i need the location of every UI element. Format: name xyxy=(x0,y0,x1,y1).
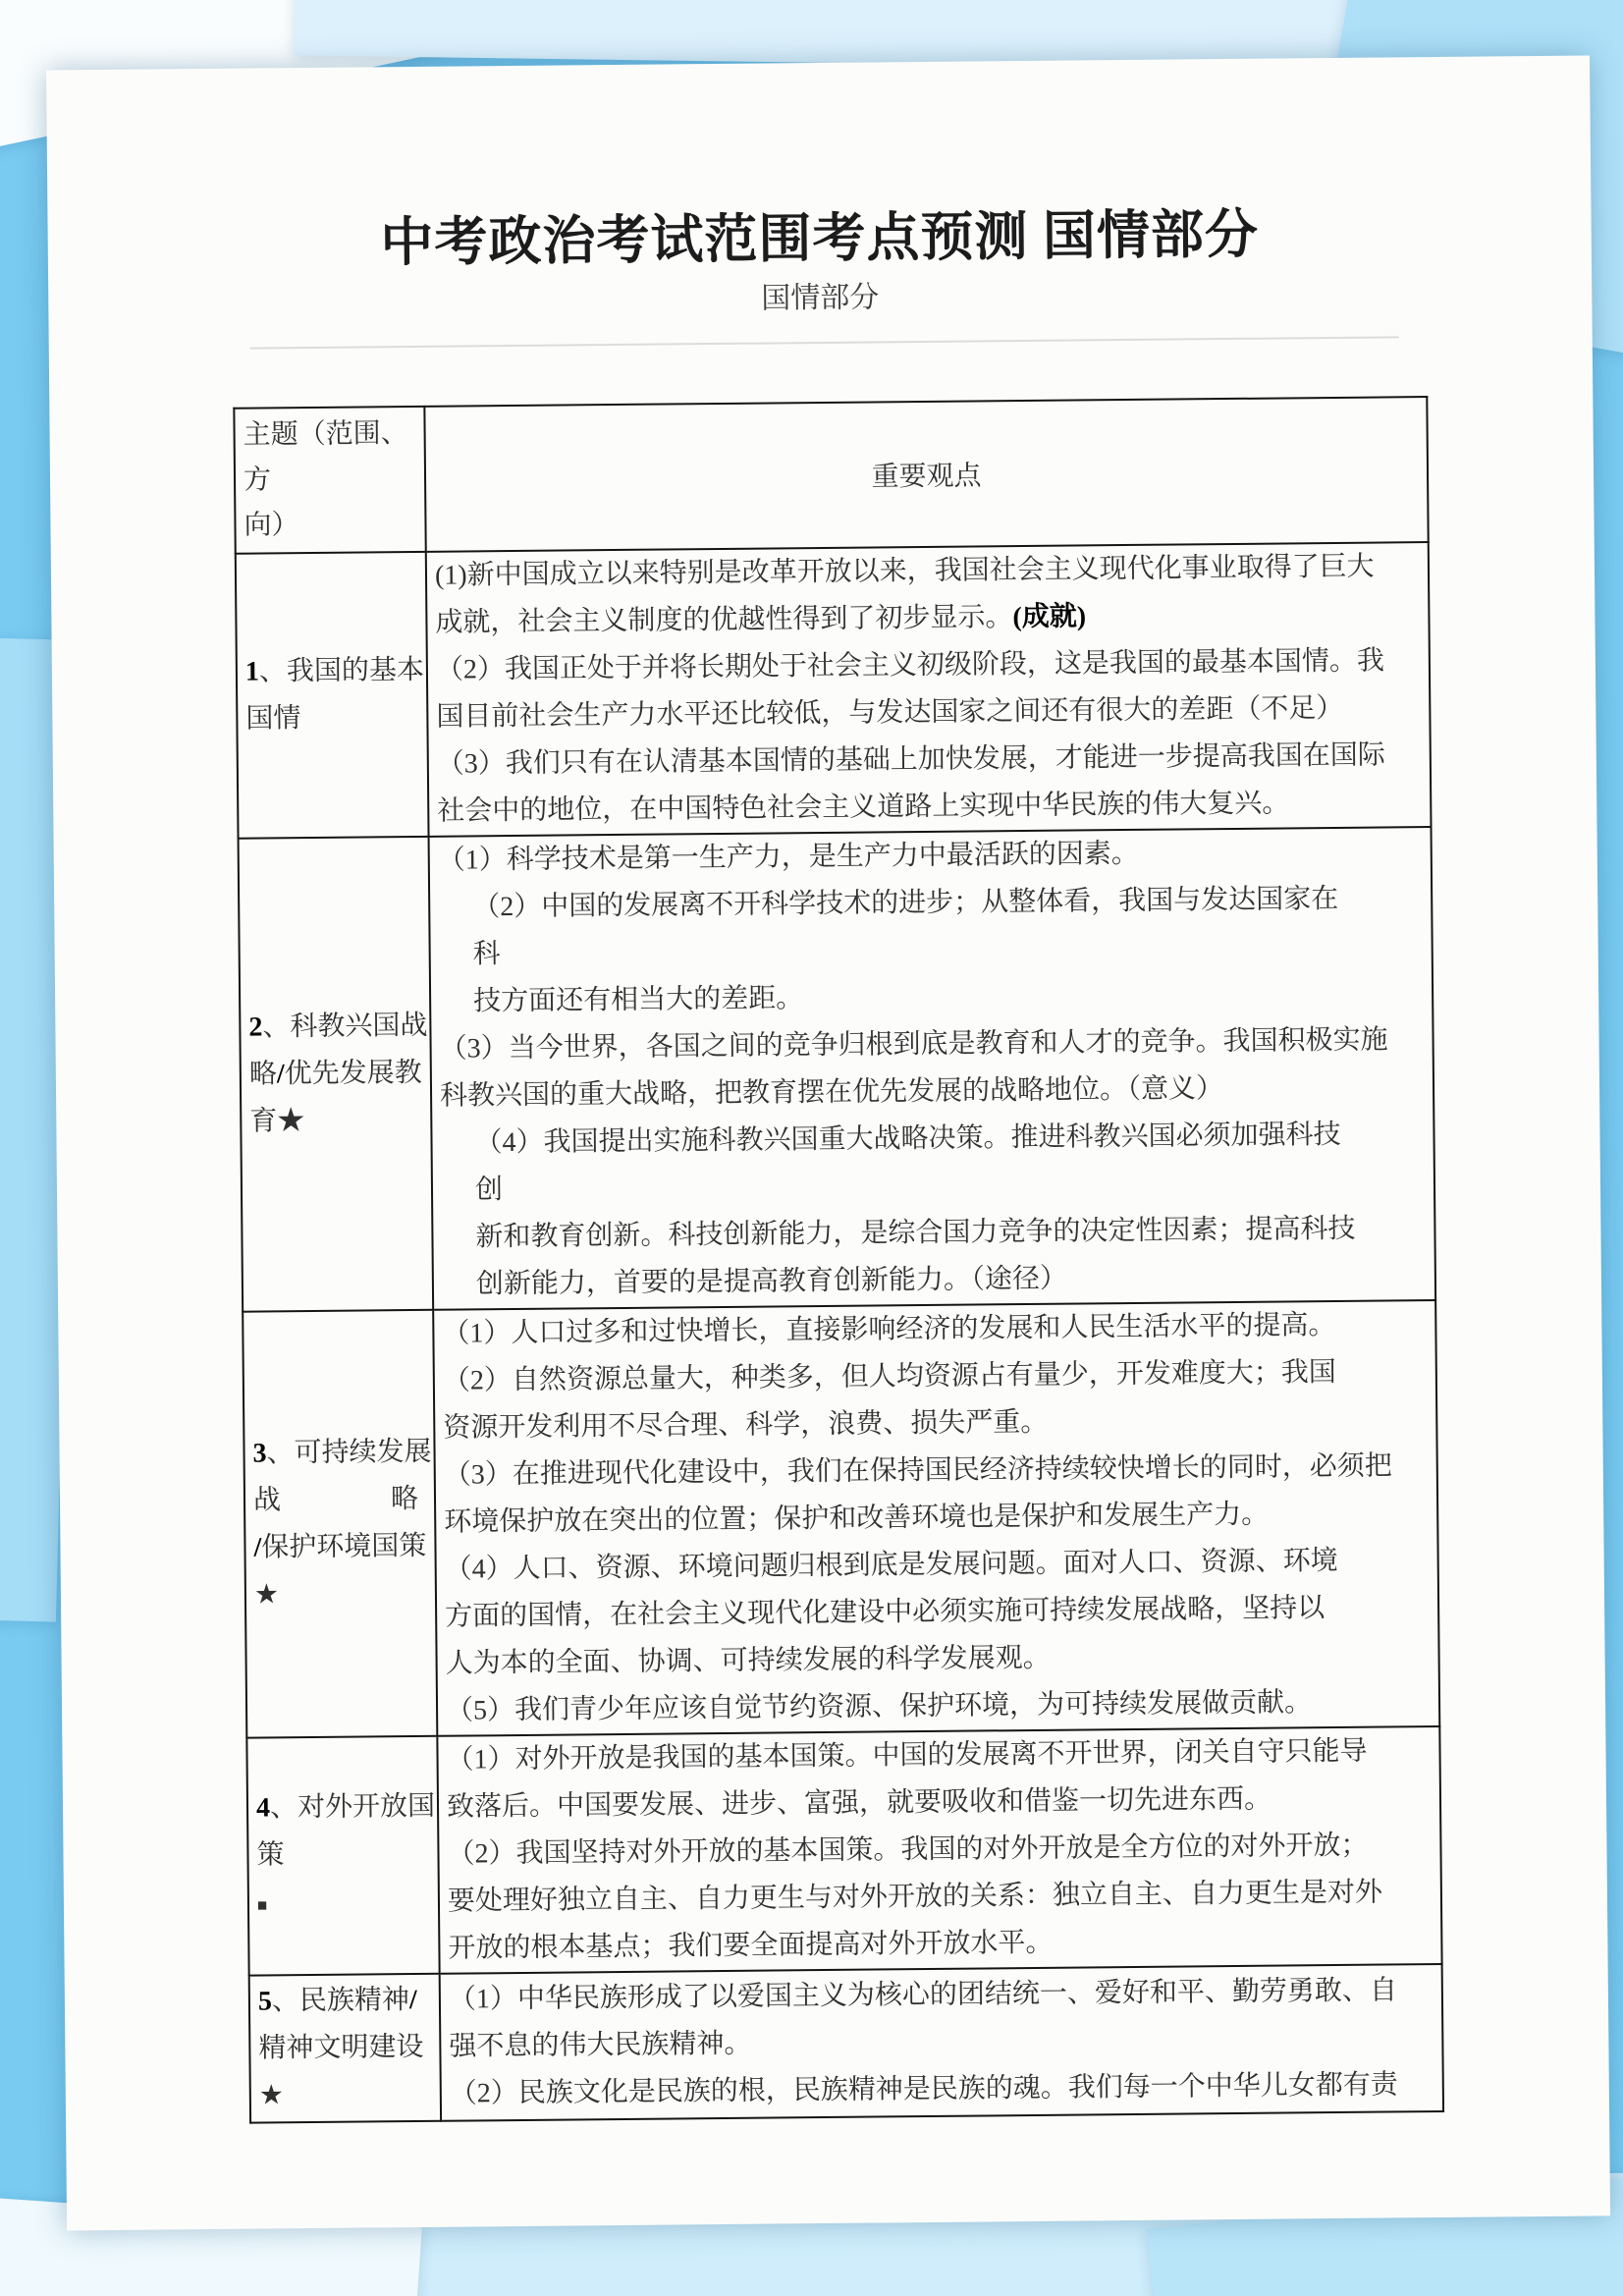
text: （3）我们只有在认清基本国情的基础上加快发展，才能进一步提高我国在国际 xyxy=(436,739,1385,780)
point-line xyxy=(439,1016,1430,1073)
text: 、民族精神 xyxy=(271,1985,410,2017)
topic-line xyxy=(252,1429,431,1478)
text: （1）中华民族形成了以爱国主义为核心的团结统一、爱好和平、勤劳勇敢、自 xyxy=(448,1975,1398,2015)
title-divider xyxy=(250,336,1399,349)
point-line xyxy=(443,1348,1434,1405)
topic-line xyxy=(258,2024,437,2073)
point-line xyxy=(442,1252,1433,1309)
points-cell xyxy=(433,1300,1439,1736)
bold-text: / xyxy=(276,1059,285,1090)
bold-text: 3 xyxy=(252,1438,267,1469)
topic-line xyxy=(245,694,424,743)
text: 技方面还有相当大的差距。 xyxy=(439,983,804,1017)
bold-text: 1 xyxy=(244,656,260,687)
table-row xyxy=(249,1964,1443,2123)
topic-cell xyxy=(249,1974,441,2123)
topic-line xyxy=(258,1977,437,2026)
text: （4）我国提出实施科教兴国重大战略决策。推进科教兴国必须加强科技 xyxy=(440,1119,1341,1159)
topic-line xyxy=(249,1050,428,1099)
header-row xyxy=(234,397,1428,554)
points-cell xyxy=(440,1964,1443,2121)
text: 方面的国情，在社会主义现代化建设中必须实施可持续发展战略，坚持以 xyxy=(445,1593,1325,1632)
bold-text: 4 xyxy=(255,1791,271,1824)
point-line xyxy=(445,1584,1435,1641)
text: （3）在推进现代化建设中，我们在保持国民经济持续较快增长的同时，必须把 xyxy=(443,1450,1392,1491)
text: 社会中的地位，在中国特色社会主义道路上实现中华民族的伟大复兴。 xyxy=(437,788,1290,827)
text: 资源开发利用不尽合理、科学，浪费、损失严重。 xyxy=(443,1406,1049,1444)
document-title: 中考政治考试范围考点预测 国情部分 xyxy=(380,204,1260,273)
point-line xyxy=(437,779,1428,836)
text: 策 xyxy=(256,1838,285,1871)
point-line xyxy=(435,543,1426,600)
point-line xyxy=(444,1443,1434,1500)
text: 、可持续发展 xyxy=(266,1436,432,1469)
text: 创 xyxy=(440,1175,504,1206)
table-row xyxy=(243,1300,1439,1738)
text: 国情 xyxy=(245,703,301,735)
text: ★ xyxy=(253,1579,280,1611)
text: （1）科学技术是第一生产力，是生产力中最活跃的因素。 xyxy=(437,838,1139,876)
points-cell xyxy=(437,1726,1441,1974)
topic-line xyxy=(249,1097,428,1146)
points-cell xyxy=(429,827,1436,1310)
text: 略 xyxy=(248,1059,278,1090)
topic-line xyxy=(257,1877,436,1929)
point-line xyxy=(438,875,1429,932)
text: （5）我们青少年应该自觉节约资源、保护环境，为可持续发展做贡献。 xyxy=(445,1687,1313,1726)
text: 、对外开放国 xyxy=(269,1790,436,1823)
text: ★ xyxy=(258,2080,285,2111)
topic-line xyxy=(248,1003,427,1052)
topic-cell xyxy=(246,1736,439,1976)
text: 战 略 xyxy=(252,1483,419,1516)
topic-line xyxy=(245,647,424,696)
text: 科教兴国的重大战略，把教育摆在优先发展的战略地位。（意义） xyxy=(439,1073,1224,1112)
point-line xyxy=(449,1967,1439,2024)
header-cell-topic: 主题（范围、方 向） xyxy=(234,407,425,554)
text: 环境保护放在突出的位置；保护和改善环境也是保护和发展生产力。 xyxy=(444,1499,1270,1538)
point-line xyxy=(448,1916,1438,1973)
text: 保护环境国策 xyxy=(261,1530,427,1563)
text: （3）当今世界，各国之间的竞争归根到底是教育和人才的竞争。我国积极实施 xyxy=(439,1024,1388,1065)
text: 致落后。中国要发展、进步、富强，就要吸收和借鉴一切先进东西。 xyxy=(446,1783,1272,1823)
text: （2）中国的发展离不开科学技术的进步；从整体看，我国与发达国家在 xyxy=(438,883,1339,923)
text: 要处理好独立自主、自力更生与对外开放的关系：独立自主、自力更生是对外 xyxy=(447,1877,1383,1917)
topic-cell xyxy=(236,552,429,839)
key-points-table xyxy=(233,396,1444,2124)
text: 创新能力，首要的是提高教育创新能力。（途径） xyxy=(441,1263,1068,1300)
text: （2）我国坚持对外开放的基本国策。我国的对外开放是全方位的对外开放； xyxy=(447,1830,1369,1870)
document-page xyxy=(46,55,1610,2230)
bold-text: / xyxy=(253,1532,262,1563)
point-line xyxy=(450,2061,1440,2118)
points-cell xyxy=(426,542,1432,837)
text: （2）自然资源总量大，种类多，但人均资源占有量少，开发难度大；我国 xyxy=(442,1356,1336,1396)
table-row xyxy=(239,827,1436,1312)
text: （4）人口、资源、环境问题归根到底是发展问题。面对人口、资源、环境 xyxy=(444,1545,1338,1585)
topic-line xyxy=(256,1830,435,1879)
point-line xyxy=(440,1111,1431,1168)
square-bullet: ■ xyxy=(256,1894,268,1915)
text: 精神文明建设 xyxy=(258,2031,424,2064)
text: （2）民族文化是民族的根，民族精神是民族的魂。我们每一个中华儿女都有责 xyxy=(449,2069,1398,2109)
bold-text: 5 xyxy=(257,1986,273,2017)
text: 强不息的伟大民族精神。 xyxy=(449,2028,752,2062)
topic-line xyxy=(256,1782,435,1831)
text: 国目前社会生产力水平还比较低，与发达国家之间还有很大的差距（不足） xyxy=(436,692,1344,733)
bold-text: 2 xyxy=(248,1011,263,1043)
text: 人为本的全面、协调、可持续发展的科学发展观。 xyxy=(445,1642,1051,1679)
topic-cell xyxy=(243,1310,437,1738)
bold-text: (成就) xyxy=(1012,601,1087,633)
table-row xyxy=(246,1726,1441,1976)
text: （1）人口过多和过快增长，直接影响经济的发展和人民生活水平的提高。 xyxy=(442,1309,1336,1349)
topic-cell xyxy=(239,837,434,1312)
text: 、科教兴国战 xyxy=(262,1010,428,1043)
text: (1)新中国成立以来特别是改革开放以来，我国社会主义现代化事业取得了巨大 xyxy=(434,551,1375,591)
point-line xyxy=(441,1205,1432,1262)
point-line xyxy=(446,1727,1436,1784)
topic-line xyxy=(253,1523,432,1572)
text: 育★ xyxy=(249,1106,305,1137)
text: （1）对外开放是我国的基本国策。中国的发展离不开世界，闭关自守只能导 xyxy=(446,1735,1368,1776)
point-line xyxy=(448,1869,1438,1926)
table-body xyxy=(236,542,1443,2123)
topic-line xyxy=(259,2071,438,2120)
topic-line xyxy=(253,1476,432,1525)
point-line xyxy=(446,1678,1436,1735)
text: 新和教育创新。科技创新能力，是综合国力竞争的决定性因素；提高科技 xyxy=(441,1213,1356,1253)
text: 、我国的基本 xyxy=(258,654,425,687)
topic-line xyxy=(254,1570,433,1619)
text: 成就，社会主义制度的优越性得到了初步显示。 xyxy=(435,602,1013,638)
text: 优先发展教 xyxy=(284,1057,422,1090)
bold-text: / xyxy=(408,1985,417,2016)
header-cell-points: 重要观点 xyxy=(424,397,1428,552)
document-subtitle: 国情部分 xyxy=(761,281,880,315)
text: （2）我国正处于并将长期处于社会主义初级阶段，这是我国的最基本国情。我 xyxy=(435,645,1385,685)
table-row xyxy=(236,542,1432,839)
text: 开放的根本基点；我们要全面提高对外开放水平。 xyxy=(448,1927,1054,1964)
table-header xyxy=(234,397,1428,554)
text: 科 xyxy=(438,939,501,970)
